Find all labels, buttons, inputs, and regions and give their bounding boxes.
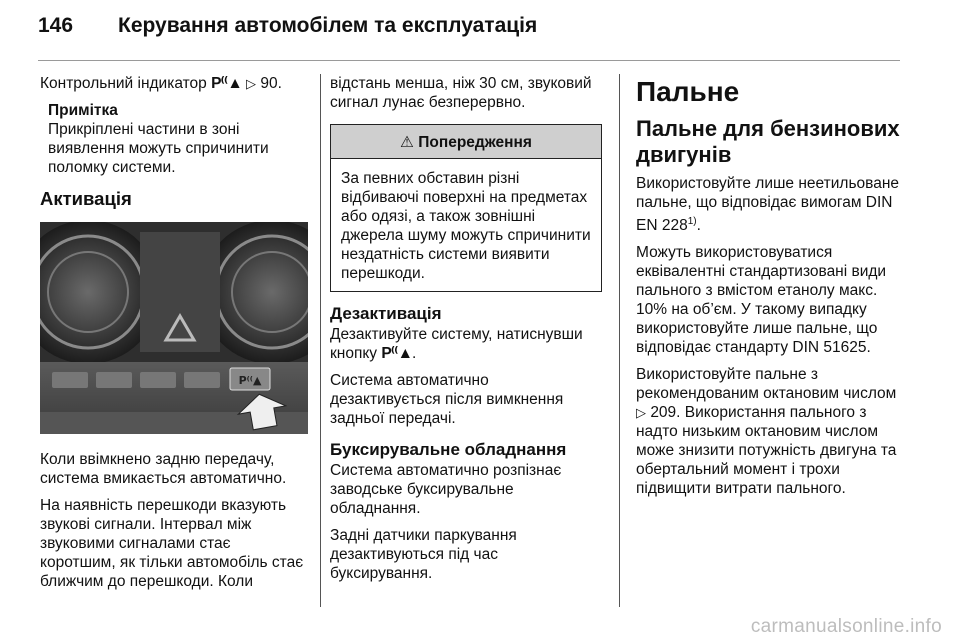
- warning-title: Попередження: [418, 134, 532, 151]
- column-divider-2: [619, 74, 620, 607]
- page-ref-arrow-icon: ▷: [636, 405, 646, 421]
- column-2: [330, 74, 602, 591]
- page-header: [38, 14, 537, 50]
- page-title: Керування автомобілем та експлуатація: [118, 14, 538, 37]
- column-1: [40, 74, 308, 599]
- watermark: carmanualsonline.info: [750, 616, 942, 637]
- warning-text: За певних обставин різні відбиваючі поверхні на предметах або одязі, а також зовнішні джерела шуму можуть спричинити нездатність системи виявити перешкоди.: [341, 170, 591, 282]
- fuel-para-3: Використовуйте пальне з рекомендованим октановим числом ▷ 209. Використання пального з надто низьким октановим числом може знизити потужність двигуна та обертальний момент і трохи підвищити витрати пального.: [636, 366, 897, 498]
- note-block: [40, 101, 308, 177]
- towing-text: Система автоматично розпізнає заводське буксирувальне обладнання.: [330, 462, 562, 517]
- column-divider-1: [320, 74, 321, 607]
- sensors-towing-text: Задні датчики паркування дезактивуються під час буксирування.: [330, 527, 517, 582]
- continuation-para: відстань менша, ніж 30 см, звуковий сигнал лунає безперервно.: [330, 75, 592, 111]
- indicator-line: Контрольний індикатор P⁽⁽▲ ▷ 90.: [40, 75, 282, 92]
- warning-header: [331, 125, 601, 159]
- activation-heading: Активація: [40, 188, 132, 209]
- page-ref-link[interactable]: 209.: [650, 404, 681, 422]
- footnote-ref[interactable]: 1): [687, 216, 697, 227]
- column-3: [636, 74, 906, 506]
- deactivation-heading: Дезактивація: [330, 304, 442, 323]
- page-number: 146: [38, 14, 74, 37]
- activation-para-2: На наявність перешкоди вказують звукові сигнали. Інтервал між звуковими сигналами стає коротшим, як тільки автомобіль стає ближчим до перешкоди. Коли: [40, 497, 304, 590]
- page-ref-arrow-icon: ▷: [246, 76, 257, 91]
- note-text: Прикріплені частини в зоні виявлення можуть спричинити поломку системи.: [48, 121, 269, 176]
- parking-sensor-icon: P⁽⁽▲: [381, 345, 412, 362]
- parking-sensor-icon: P⁽⁽▲: [211, 75, 242, 92]
- towing-heading: Буксирувальне обладнання: [330, 440, 567, 459]
- fuel-heading: Пальне: [636, 76, 740, 107]
- dashboard-photo: [40, 222, 308, 434]
- auto-deactivation-text: Система автоматично дезактивується після вимкнення задньої передачі.: [330, 372, 564, 427]
- header-rule: [38, 60, 900, 61]
- warning-box: [330, 124, 602, 292]
- warning-triangle-icon: ⚠: [400, 134, 414, 151]
- fuel-para-1: Використовуйте лише неетильоване пальне, що відповідає вимогам DIN EN 228$^{1)}$.: [636, 175, 900, 235]
- note-label: Примітка: [48, 102, 118, 119]
- petrol-fuel-heading: Пальне для бензинових двигунів: [636, 116, 900, 167]
- photo-button-label: P⁽⁽▲: [238, 374, 262, 387]
- fuel-para-2: Можуть використовуватися еквівалентні стандартизовані види пального з вмістом етанолу макс. 10% на об’єм. У такому випадку використовуйте лише пальне, що відповідає стандарту DIN 51625.: [636, 244, 887, 357]
- deactivation-text: Дезактивуйте систему, натиснувши кнопку P⁽⁽▲.: [330, 326, 583, 362]
- activation-para-1: Коли ввімкнено задню передачу, система вмикається автоматично.: [40, 451, 287, 487]
- page-ref-link[interactable]: 90.: [260, 75, 282, 92]
